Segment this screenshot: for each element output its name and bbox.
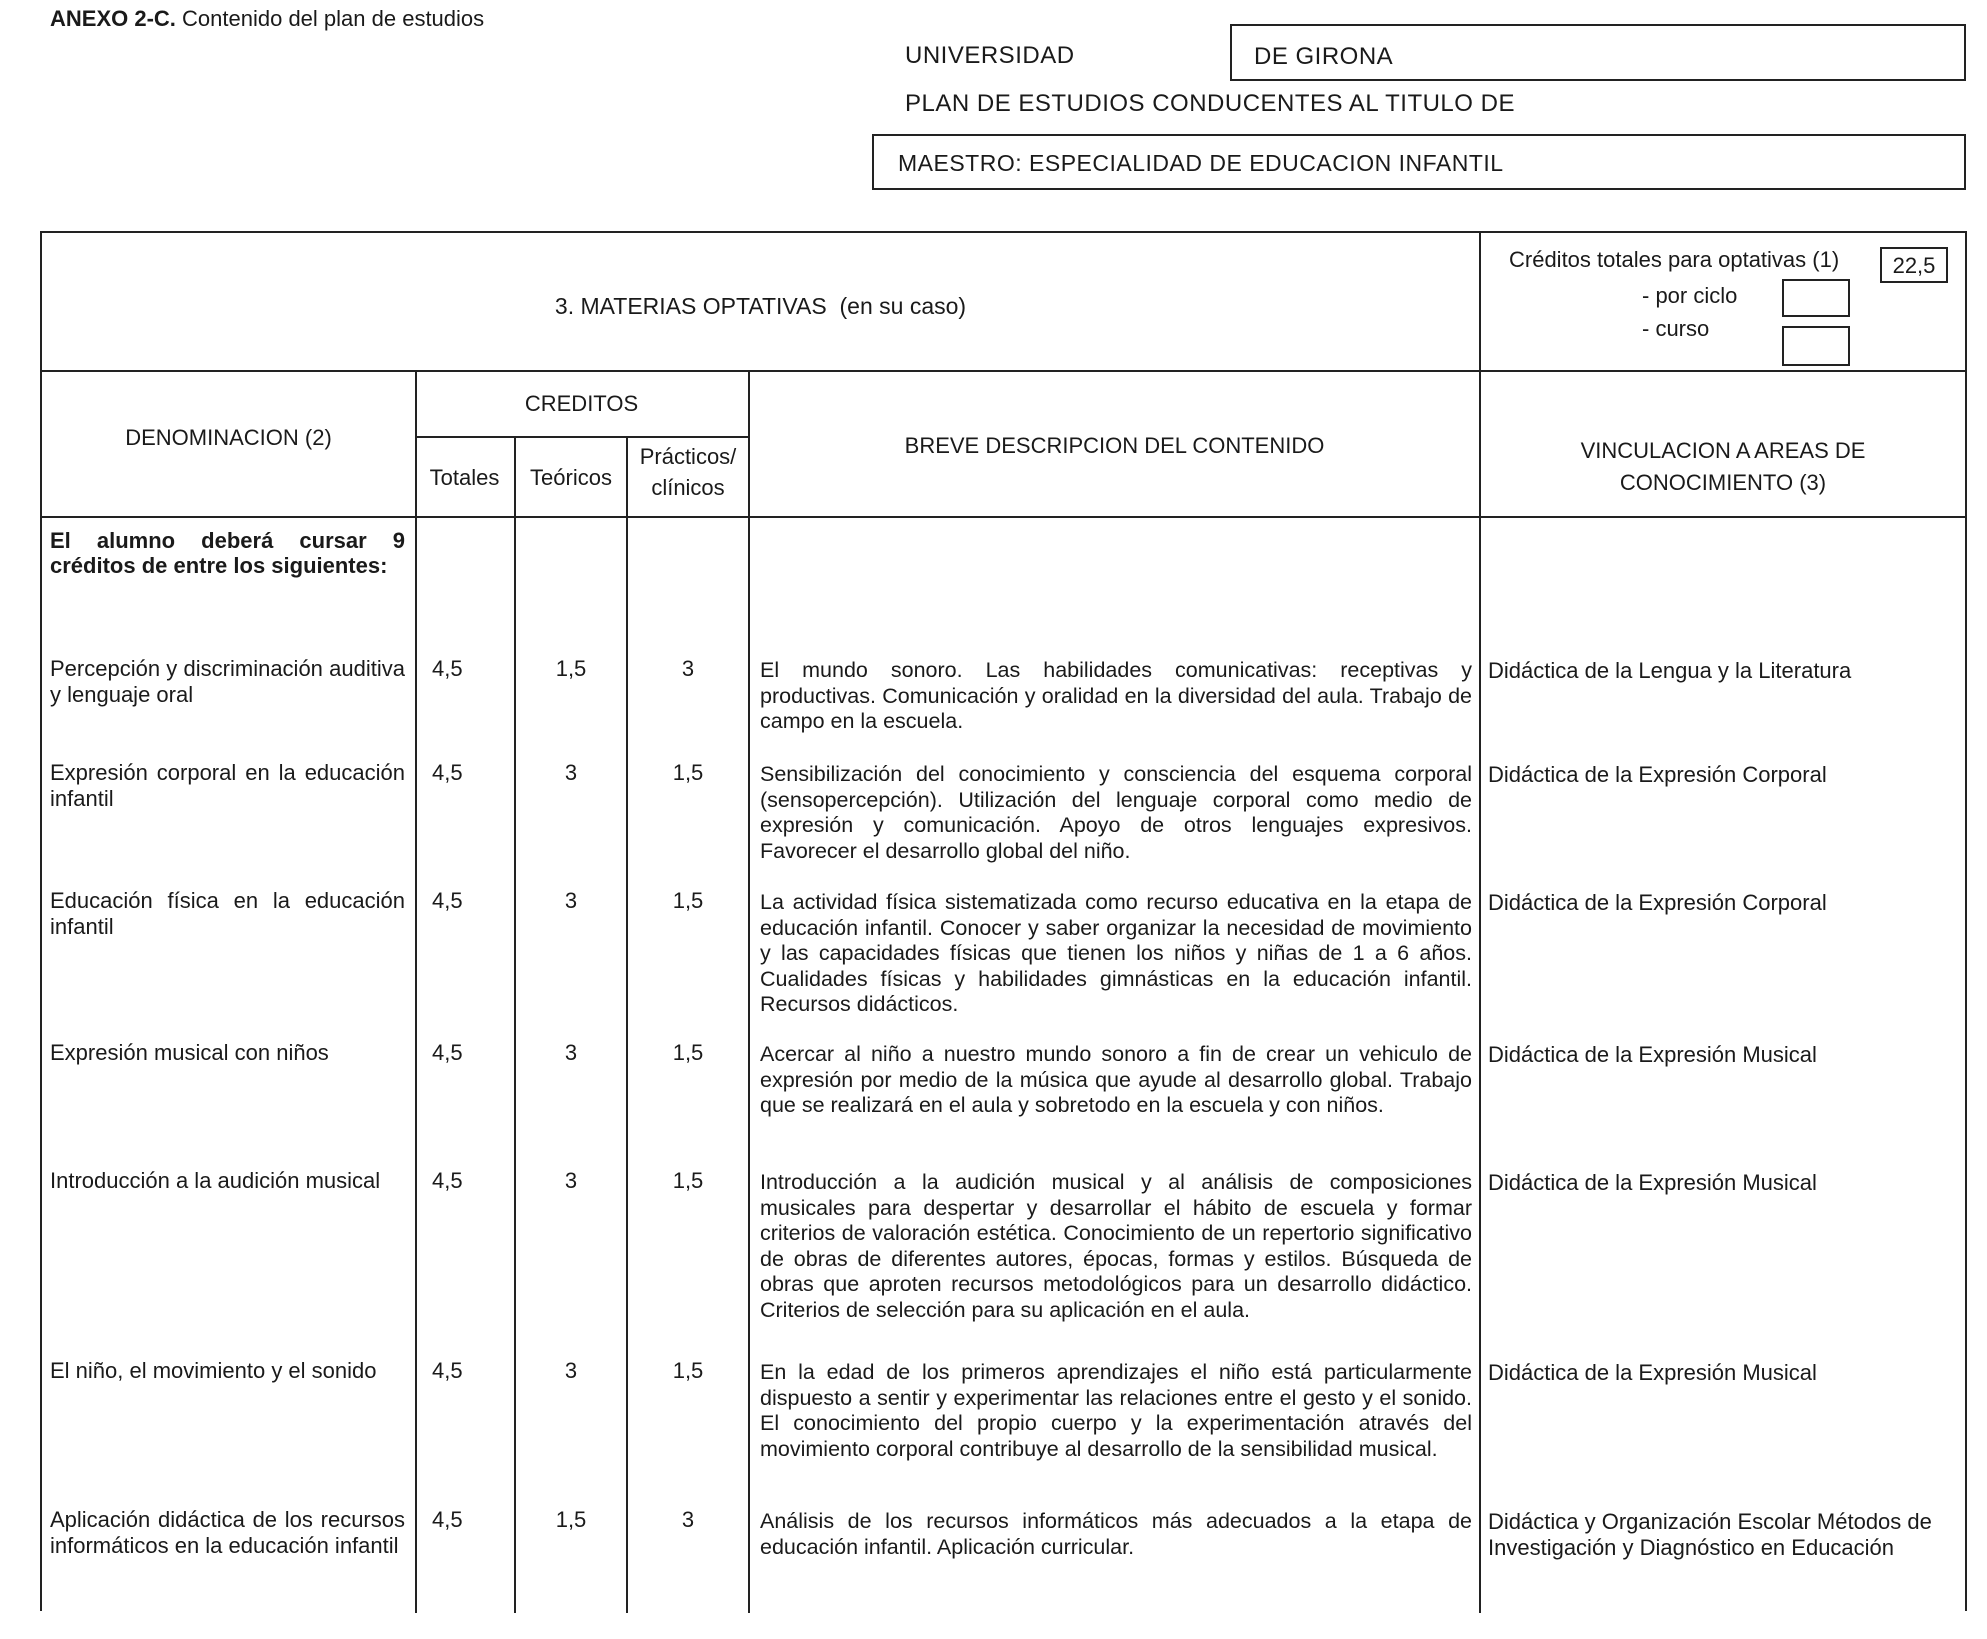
section-qualifier: (en su caso) [839, 293, 967, 319]
degree-title-field [872, 134, 1966, 190]
divider [514, 436, 516, 1613]
credits-totales: 4,5 [432, 760, 463, 785]
col-totales: Totales [429, 465, 500, 490]
intro-note: El alumno deberá cursar 9 créditos de entre los siguientes: [50, 528, 405, 578]
col-practicos-line2: clínicos [651, 475, 725, 500]
knowledge-area: Didáctica de la Expresión Corporal [1488, 890, 1827, 915]
knowledge-area: Didáctica de la Lengua y la Literatura [1488, 658, 1852, 683]
subject-description: Introducción a la audición musical y al análisis de composiciones musicales para despertar y desarrollar el hábito de escuela y formar criterios de valoración estética. Conocimiento de un repertorio significativo de obras de diferentes autores, épocas, formas y estilos. Búsqueda de obras que aproten recursos metodológicos para un desarrollo didáctico. Criterios de selección para su aplicación en el aula. [760, 1170, 1472, 1322]
subject-name: Expresión musical con niños [50, 1040, 329, 1065]
credits-totales: 4,5 [432, 1040, 463, 1065]
credits-totales: 4,5 [432, 1358, 463, 1383]
credits-total-box [1880, 247, 1948, 283]
col-vinculacion-line1: VINCULACION A AREAS DE [1580, 438, 1866, 463]
credits-practicos: 1,5 [672, 1358, 704, 1383]
annex-subtitle: Contenido del plan de estudios [175, 6, 485, 31]
subject-description: En la edad de los primeros aprendizajes el niño está particularmente dispuesto a sentir y experimentar las relaciones entre el gesto y el sonido. El conocimiento del propio cuerpo y la experimentación através del movimiento corporal contribuye al desarrollo de la sensibilidad musical. [760, 1360, 1472, 1461]
credits-practicos: 1,5 [672, 1168, 704, 1193]
col-practicos [628, 441, 748, 503]
subject-description: Sensibilización del conocimiento y consciencia del esquema corporal (sensopercepción). Utilización del lenguaje corporal como medio de expresión y comunicación. Apoyo de otros lenguajes expresivos. Favorecer el desarrollo global del niño. [760, 762, 1472, 863]
subject-name: Percepción y discriminación auditiva y lenguaje oral [50, 656, 405, 707]
knowledge-area: Didáctica y Organización Escolar Métodos de Investigación y Diagnóstico en Educación [1488, 1509, 1932, 1560]
subject-description: La actividad física sistematizada como recurso educativa en la etapa de educación infantil. Conocer y saber organizar la necesidad de movimiento y las capacidades físicas que tienen los niños y niñas de 1 a 6 años. Cualidades físicas y habilidades gimnásticas en la educación infantil. Recursos didácticos. [760, 890, 1472, 1016]
knowledge-area: Didáctica de la Expresión Musical [1488, 1170, 1817, 1195]
subject-description: Análisis de los recursos informáticos más adecuados a la etapa de educación infantil. Aplicación curricular. [760, 1509, 1472, 1559]
divider [42, 370, 1965, 372]
credits-teoricos: 3 [564, 888, 578, 913]
plan-label: PLAN DE ESTUDIOS CONDUCENTES AL TITULO DE [905, 90, 1515, 117]
knowledge-area: Didáctica de la Expresión Corporal [1488, 762, 1827, 787]
col-descripcion: BREVE DESCRIPCION DEL CONTENIDO [904, 433, 1325, 458]
credits-total-label: Créditos totales para optativas (1) [1509, 247, 1840, 272]
divider [748, 370, 750, 1613]
credits-practicos: 1,5 [672, 888, 704, 913]
annex-number: ANEXO 2-C. [50, 6, 176, 31]
credits-practicos: 3 [681, 1507, 695, 1532]
credits-totales: 4,5 [432, 888, 463, 913]
subject-description: El mundo sonoro. Las habilidades comunicativas: receptivas y productivas. Comunicación y oralidad en la diversidad del aula. Trabajo de campo en la escuela. [760, 658, 1472, 733]
degree-title: MAESTRO: ESPECIALIDAD DE EDUCACION INFANTIL [898, 150, 1504, 176]
credits-practicos: 1,5 [672, 1040, 704, 1065]
divider [415, 370, 417, 1613]
subject-name: Educación física en la educación infantil [50, 888, 405, 939]
university-label: UNIVERSIDAD [905, 42, 1075, 69]
university-field [1230, 24, 1966, 81]
credits-teoricos: 3 [564, 1168, 578, 1193]
knowledge-area: Didáctica de la Expresión Musical [1488, 1042, 1817, 1067]
col-vinculacion [1481, 435, 1965, 499]
knowledge-area: Didáctica de la Expresión Musical [1488, 1360, 1817, 1385]
credits-practicos: 3 [681, 656, 695, 681]
col-denominacion: DENOMINACION (2) [125, 425, 332, 450]
por-ciclo-box [1782, 279, 1850, 317]
curso-box [1782, 326, 1850, 366]
credits-teoricos: 3 [564, 1358, 578, 1383]
col-creditos: CREDITOS [524, 391, 639, 416]
credits-teoricos: 3 [564, 760, 578, 785]
section-title-text: 3. MATERIAS OPTATIVAS [554, 293, 827, 319]
subject-name: Expresión corporal en la educación infantil [50, 760, 405, 811]
credits-teoricos: 1,5 [555, 1507, 587, 1532]
subject-name: Aplicación didáctica de los recursos informáticos en la educación infantil [50, 1507, 405, 1558]
divider [42, 516, 1965, 518]
credits-teoricos: 3 [564, 1040, 578, 1065]
divider [626, 436, 628, 1613]
col-vinculacion-line2: CONOCIMIENTO (3) [1619, 470, 1827, 495]
divider [415, 436, 748, 438]
optional-subjects-table [40, 231, 1967, 1611]
col-practicos-line1: Prácticos/ [639, 444, 737, 469]
credits-teoricos: 1,5 [555, 656, 587, 681]
subject-name: Introducción a la audición musical [50, 1168, 381, 1193]
subject-name: El niño, el movimiento y el sonido [50, 1358, 377, 1383]
curso-label: - curso [1642, 316, 1710, 341]
credits-practicos: 1,5 [672, 760, 704, 785]
credits-totales: 4,5 [432, 1168, 463, 1193]
annex-heading [50, 6, 484, 32]
col-teoricos: Teóricos [530, 465, 612, 490]
credits-totales: 4,5 [432, 1507, 463, 1532]
section-title [42, 293, 1479, 319]
university-value: DE GIRONA [1254, 43, 1394, 70]
subject-description: Acercar al niño a nuestro mundo sonoro a fin de crear un vehiculo de expresión por medio de la música que ayude al desarrollo global. Trabajo que se realizará en el aula y sobretodo en la escuela y con niños. [760, 1042, 1472, 1117]
por-ciclo-label: - por ciclo [1642, 283, 1738, 308]
credits-totales: 4,5 [432, 656, 463, 681]
credits-total-value: 22,5 [1892, 253, 1936, 278]
